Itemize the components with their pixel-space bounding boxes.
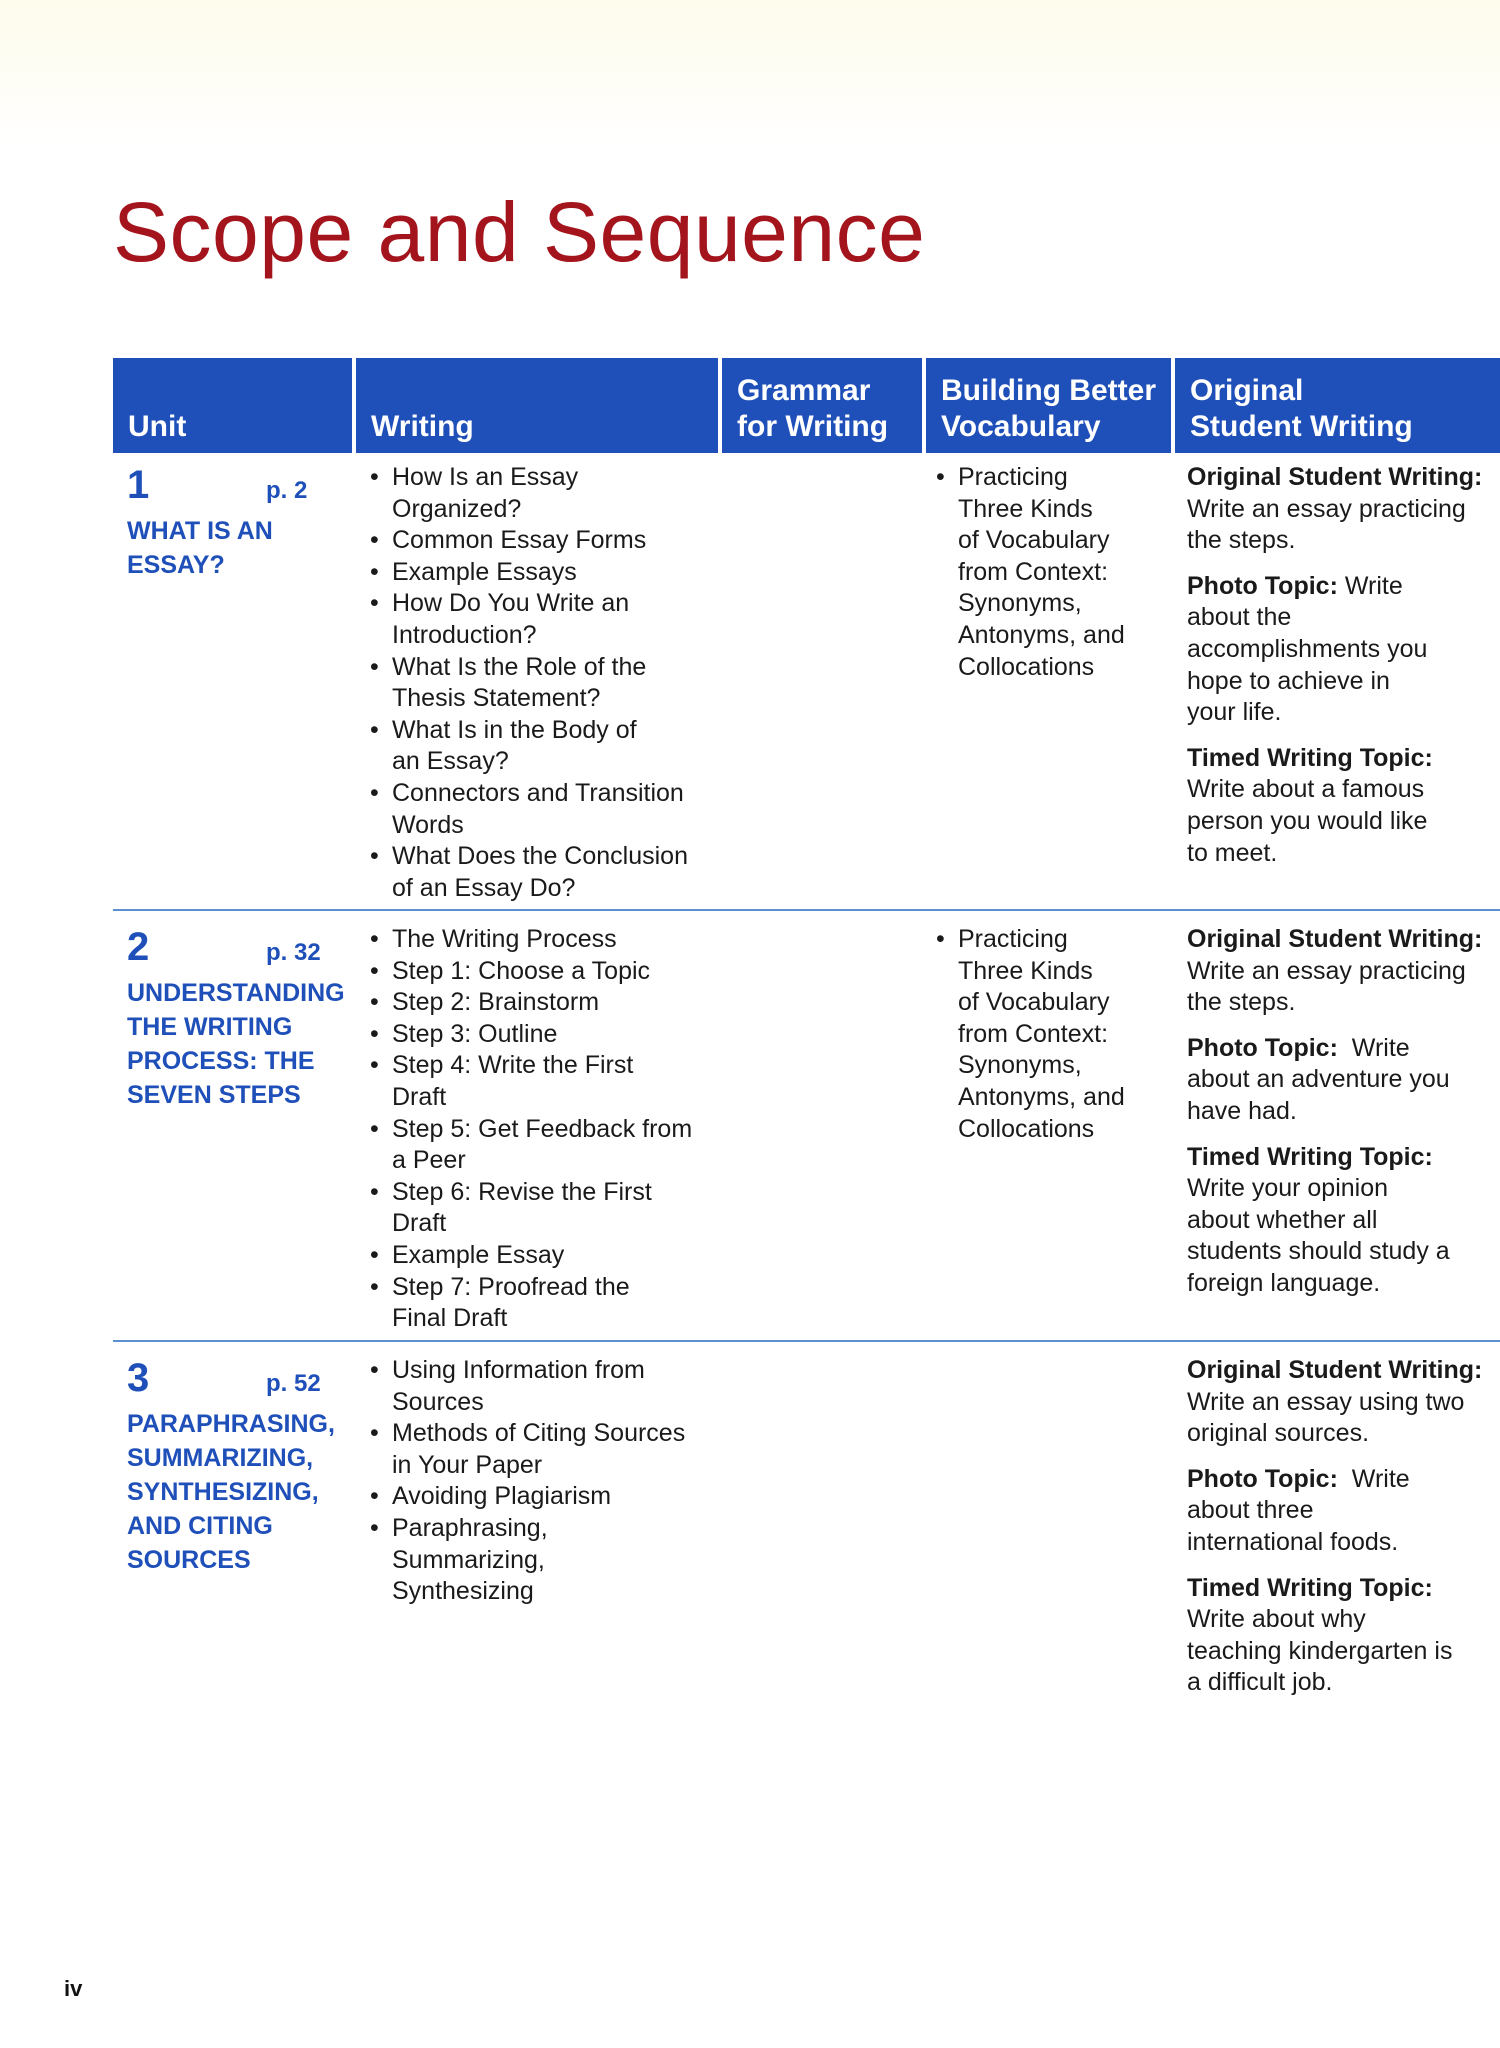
writing-topic-line: • Step 4: Write the First — [392, 1051, 634, 1080]
writing-topic-line: Sources — [392, 1387, 484, 1416]
writing-topic-list — [370, 462, 688, 904]
vocabulary-list — [936, 924, 1125, 1145]
header-label-line: for Writing — [737, 410, 889, 443]
writing-topic-item — [370, 1418, 685, 1481]
row-divider — [113, 1340, 1500, 1342]
header-vocabulary — [926, 358, 1171, 453]
unit-title-line: PARAPHRASING, — [127, 1410, 335, 1438]
writing-topic-line: • Step 1: Choose a Topic — [392, 956, 651, 985]
original-writing-line: accomplishments you — [1187, 634, 1428, 663]
unit-number: 2 — [127, 925, 150, 969]
original-writing-heading-line — [1187, 743, 1497, 775]
original-writing-block — [1187, 924, 1497, 1019]
writing-topic-line: • Step 3: Outline — [392, 1019, 558, 1048]
original-writing-block — [1187, 571, 1497, 729]
vocabulary-list — [936, 462, 1125, 683]
original-writing-block — [1187, 462, 1497, 557]
vocabulary-item — [936, 924, 1125, 1145]
original-writing-line: about three — [1187, 1496, 1314, 1525]
writing-topic-line: Final Draft — [392, 1304, 508, 1333]
writing-topic-line: • Paraphrasing, — [392, 1513, 548, 1542]
writing-topic-item — [370, 652, 688, 715]
unit-title-line: SOURCES — [127, 1546, 251, 1574]
original-writing-cell — [1187, 924, 1497, 1314]
original-writing-line: person you would like — [1187, 806, 1428, 835]
writing-topic-item — [370, 1355, 685, 1418]
writing-topic-line: Words — [392, 810, 464, 839]
writing-topic-item — [370, 462, 688, 525]
writing-topic-item — [370, 715, 688, 778]
original-writing-line: the steps. — [1187, 988, 1296, 1017]
writing-topic-item — [370, 987, 692, 1019]
unit-title-line: THE WRITING — [127, 1013, 293, 1041]
unit-title — [127, 514, 352, 582]
vocabulary-line: Antonyms, and — [958, 1082, 1125, 1111]
page-number: iv — [64, 1976, 83, 2001]
writing-topic-item — [370, 1177, 692, 1240]
writing-topic-item — [370, 778, 688, 841]
writing-topic-line: • The Writing Process — [392, 925, 617, 953]
original-writing-label: Timed Writing Topic: — [1187, 1142, 1433, 1171]
original-writing-block — [1187, 1142, 1497, 1300]
original-writing-cell — [1187, 1355, 1497, 1713]
writing-topic-line: • Avoiding Plagiarism — [392, 1482, 612, 1511]
original-writing-label: Original Student Writing: — [1187, 1356, 1483, 1384]
original-writing-block — [1187, 1464, 1497, 1559]
original-writing-label: Photo Topic: — [1187, 1033, 1338, 1062]
original-writing-line: teaching kindergarten is — [1187, 1636, 1453, 1665]
writing-topic-item — [370, 1114, 692, 1177]
header-label-line: Writing — [371, 410, 474, 443]
header-label-line: Building Better — [941, 374, 1156, 407]
header-original-writing — [1175, 358, 1500, 453]
original-writing-block — [1187, 1573, 1497, 1699]
header-unit — [113, 358, 352, 453]
writing-topic-item — [370, 1481, 685, 1513]
unit-title-line: AND CITING — [127, 1512, 273, 1540]
original-writing-line: Write your opinion — [1187, 1174, 1389, 1203]
original-writing-line: about whether all — [1187, 1205, 1378, 1234]
header-grammar — [722, 358, 922, 453]
writing-topic-line: Organized? — [392, 494, 522, 523]
original-writing-label-rest: Write — [1337, 1033, 1410, 1062]
unit-number: 3 — [127, 1356, 150, 1400]
row-divider — [113, 909, 1500, 911]
original-writing-line: a difficult job. — [1187, 1668, 1333, 1697]
original-writing-line: Write an essay practicing — [1187, 494, 1466, 523]
writing-topic-item — [370, 956, 692, 988]
original-writing-label: Original Student Writing: — [1187, 463, 1483, 491]
writing-topic-line: Draft — [392, 1082, 447, 1111]
original-writing-block — [1187, 1355, 1497, 1450]
writing-topic-line: • How Do You Write an — [392, 589, 630, 618]
original-writing-line: hope to achieve in — [1187, 666, 1390, 695]
writing-topic-line: Thesis Statement? — [392, 684, 601, 713]
writing-topic-line: • Step 6: Revise the First — [392, 1177, 652, 1206]
unit-title — [127, 976, 352, 1112]
writing-topic-line: Summarizing, — [392, 1545, 545, 1574]
writing-topic-item — [370, 841, 688, 904]
writing-topic-item — [370, 1240, 692, 1272]
writing-topic-line: • What Does the Conclusion — [392, 842, 688, 871]
original-writing-line: foreign language. — [1187, 1268, 1381, 1297]
original-writing-block — [1187, 743, 1497, 869]
original-writing-label-rest: Write — [1337, 571, 1403, 600]
writing-topic-line: Draft — [392, 1209, 447, 1238]
unit-title-line: WHAT IS AN — [127, 517, 273, 545]
original-writing-heading-line — [1187, 571, 1497, 603]
page-title: Scope and Sequence — [113, 185, 926, 279]
original-writing-label: Photo Topic: — [1187, 571, 1338, 600]
original-writing-line: original sources. — [1187, 1419, 1370, 1448]
original-writing-label: Timed Writing Topic: — [1187, 743, 1433, 772]
writing-topic-line: • Connectors and Transition — [392, 778, 684, 807]
vocabulary-line: from Context: — [958, 557, 1109, 586]
unit-page-ref: p. 52 — [266, 1370, 321, 1397]
header-label-line: Grammar — [737, 374, 871, 407]
original-writing-heading-line — [1187, 1464, 1497, 1496]
vocabulary-line: Three Kinds — [958, 956, 1093, 985]
unit-title-line: ESSAY? — [127, 551, 225, 579]
original-writing-line: your life. — [1187, 698, 1282, 727]
writing-topic-list — [370, 1355, 685, 1608]
original-writing-line: to meet. — [1187, 838, 1278, 867]
header-writing — [356, 358, 718, 453]
scope-sequence-table — [113, 358, 1500, 1697]
original-writing-label: Timed Writing Topic: — [1187, 1573, 1433, 1602]
writing-topic-line: of an Essay Do? — [392, 873, 576, 902]
vocabulary-line: Collocations — [958, 1114, 1095, 1143]
original-writing-heading-line — [1187, 462, 1497, 494]
vocabulary-line: Three Kinds — [958, 494, 1093, 523]
original-writing-line: about the — [1187, 603, 1292, 632]
original-writing-line: Write about a famous — [1187, 775, 1425, 804]
writing-topic-item — [370, 924, 692, 956]
page-top-wash — [0, 0, 1500, 150]
vocabulary-line: Synonyms, — [958, 589, 1082, 618]
original-writing-block — [1187, 1033, 1497, 1128]
vocabulary-line: of Vocabulary — [958, 526, 1110, 555]
writing-topic-item — [370, 1513, 685, 1608]
writing-topic-item — [370, 1050, 692, 1113]
original-writing-label-rest: Write — [1337, 1464, 1410, 1493]
unit-title-line: PROCESS: THE — [127, 1047, 315, 1075]
vocabulary-line: Collocations — [958, 652, 1095, 681]
original-writing-line: international foods. — [1187, 1527, 1399, 1556]
original-writing-heading-line — [1187, 1573, 1497, 1605]
writing-topic-item — [370, 588, 688, 651]
header-label-line: Original — [1190, 374, 1304, 407]
original-writing-heading-line — [1187, 924, 1497, 956]
writing-topic-line: • Step 7: Proofread the — [392, 1272, 630, 1301]
writing-topic-line: • Example Essays — [392, 557, 577, 586]
table-header-row — [113, 358, 1500, 453]
vocabulary-line: Synonyms, — [958, 1051, 1082, 1080]
original-writing-line: about an adventure you — [1187, 1065, 1450, 1094]
original-writing-line: Write an essay using two — [1187, 1387, 1465, 1416]
writing-topic-line: • Using Information from — [392, 1356, 645, 1384]
original-writing-label: Original Student Writing: — [1187, 925, 1483, 953]
unit-number: 1 — [127, 463, 150, 507]
original-writing-label: Photo Topic: — [1187, 1464, 1338, 1493]
original-writing-line: students should study a — [1187, 1237, 1450, 1266]
original-writing-heading-line — [1187, 1033, 1497, 1065]
header-label-line: Vocabulary — [941, 410, 1101, 443]
original-writing-cell — [1187, 462, 1497, 883]
original-writing-line: Write an essay practicing — [1187, 956, 1466, 985]
writing-topic-line: in Your Paper — [392, 1450, 543, 1479]
writing-topic-line: a Peer — [392, 1146, 466, 1175]
vocabulary-line: • Practicing — [958, 925, 1068, 953]
vocabulary-line: • Practicing — [958, 463, 1068, 491]
writing-topic-line: Introduction? — [392, 620, 537, 649]
unit-title-line: UNDERSTANDING — [127, 979, 345, 1007]
unit-page-ref: p. 2 — [266, 477, 308, 504]
writing-topic-item — [370, 1272, 692, 1335]
writing-topic-item — [370, 525, 688, 557]
writing-topic-line: • What Is the Role of the — [392, 652, 647, 681]
original-writing-heading-line — [1187, 1142, 1497, 1174]
writing-topic-line: Synthesizing — [392, 1577, 534, 1606]
writing-topic-line: • Step 2: Brainstorm — [392, 988, 600, 1017]
original-writing-line: have had. — [1187, 1096, 1297, 1125]
vocabulary-line: of Vocabulary — [958, 988, 1110, 1017]
original-writing-line: the steps. — [1187, 526, 1296, 555]
unit-title-line: SEVEN STEPS — [127, 1081, 301, 1109]
header-label-line: Student Writing — [1190, 410, 1413, 443]
vocabulary-line: from Context: — [958, 1019, 1109, 1048]
unit-title — [127, 1407, 352, 1577]
unit-page-ref: p. 32 — [266, 939, 321, 966]
writing-topic-line: • Step 5: Get Feedback from — [392, 1114, 693, 1143]
unit-title-line: SUMMARIZING, — [127, 1444, 314, 1472]
writing-topic-line: • What Is in the Body of — [392, 715, 637, 744]
original-writing-line: Write about why — [1187, 1605, 1366, 1634]
original-writing-heading-line — [1187, 1355, 1497, 1387]
writing-topic-item — [370, 1019, 692, 1051]
writing-topic-line: • Common Essay Forms — [392, 526, 647, 555]
header-label-line: Unit — [128, 410, 187, 443]
writing-topic-line: • How Is an Essay — [392, 463, 579, 491]
writing-topic-list — [370, 924, 692, 1335]
writing-topic-line: • Methods of Citing Sources — [392, 1419, 686, 1448]
writing-topic-line: • Example Essay — [392, 1240, 565, 1269]
writing-topic-item — [370, 557, 688, 589]
unit-title-line: SYNTHESIZING, — [127, 1478, 319, 1506]
vocabulary-item — [936, 462, 1125, 683]
vocabulary-line: Antonyms, and — [958, 620, 1125, 649]
writing-topic-line: an Essay? — [392, 747, 509, 776]
